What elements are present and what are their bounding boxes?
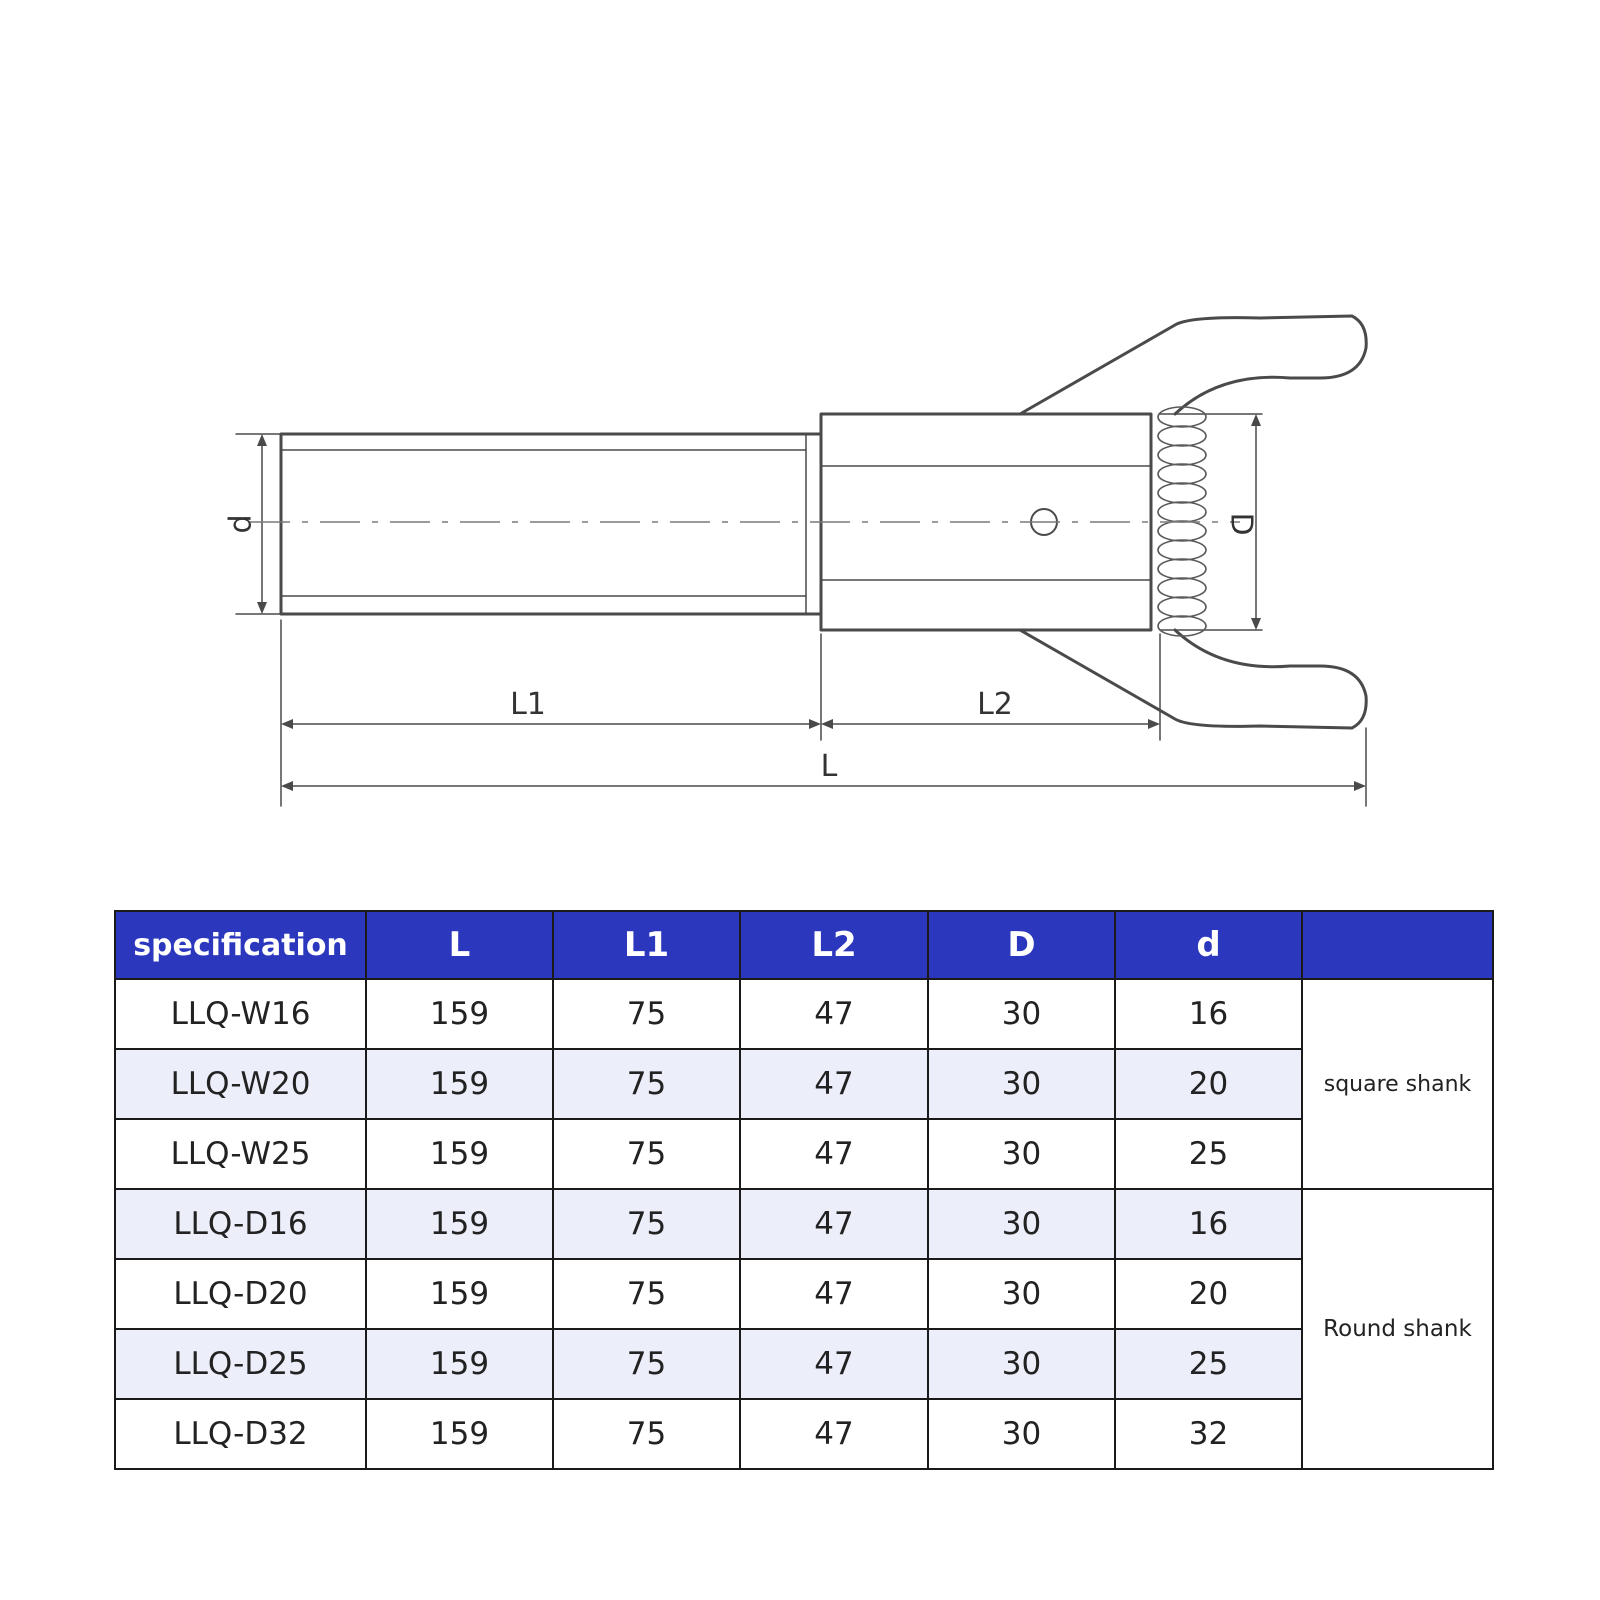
cell-d: 25	[1115, 1329, 1302, 1399]
table-row	[115, 979, 1493, 1049]
arrow-icon	[257, 602, 267, 614]
table-row	[115, 1119, 1493, 1189]
cell-specification: LLQ-D20	[115, 1259, 366, 1329]
cell-D: 30	[928, 1049, 1115, 1119]
cell-L: 159	[366, 1119, 553, 1189]
arrow-icon	[257, 434, 267, 446]
collet-ring	[1158, 540, 1206, 560]
specification-table	[114, 910, 1494, 1470]
collet-ring	[1158, 407, 1206, 427]
cell-D: 30	[928, 1189, 1115, 1259]
cell-specification: LLQ-W25	[115, 1119, 366, 1189]
cell-L2: 47	[740, 1259, 928, 1329]
cell-D: 30	[928, 1399, 1115, 1469]
header-d: d	[1115, 911, 1302, 979]
header-D: D	[928, 911, 1115, 979]
arrow-icon	[1251, 414, 1261, 426]
header-L1: L1	[553, 911, 740, 979]
header-shank-type	[1302, 911, 1493, 979]
table-row	[115, 1329, 1493, 1399]
cell-specification: LLQ-W16	[115, 979, 366, 1049]
arrow-icon	[281, 719, 293, 729]
collet-ring	[1158, 502, 1206, 522]
collet-ring	[1158, 521, 1206, 541]
wrench-upper-jaw	[1020, 316, 1366, 414]
arrow-icon	[281, 781, 293, 791]
arrow-icon	[821, 719, 833, 729]
collet-ring	[1158, 483, 1206, 503]
cell-D: 30	[928, 1329, 1115, 1399]
table-row	[115, 1049, 1493, 1119]
cell-d: 16	[1115, 979, 1302, 1049]
cell-L: 159	[366, 1049, 553, 1119]
dim-label-d: d	[223, 514, 259, 534]
cell-d: 20	[1115, 1259, 1302, 1329]
cell-d: 32	[1115, 1399, 1302, 1469]
collet-ring	[1158, 578, 1206, 598]
arrow-icon	[809, 719, 821, 729]
arrow-icon	[1251, 618, 1261, 630]
cell-L: 159	[366, 1259, 553, 1329]
collet-ring	[1158, 559, 1206, 579]
cell-L2: 47	[740, 979, 928, 1049]
table-header-row	[115, 911, 1493, 979]
cell-L1: 75	[553, 1189, 740, 1259]
dim-label-L: L	[820, 749, 838, 784]
cell-L1: 75	[553, 1119, 740, 1189]
cell-L1: 75	[553, 1329, 740, 1399]
cell-D: 30	[928, 1119, 1115, 1189]
cell-L: 159	[366, 1189, 553, 1259]
cell-d: 16	[1115, 1189, 1302, 1259]
dimension-arrows	[257, 414, 1366, 791]
cell-d: 25	[1115, 1119, 1302, 1189]
header-specification: specification	[115, 911, 366, 979]
cell-L1: 75	[553, 979, 740, 1049]
group-square-shank: square shank	[1302, 979, 1493, 1189]
shank-outline	[281, 434, 821, 614]
table-row	[115, 1259, 1493, 1329]
arrow-icon	[1148, 719, 1160, 729]
collet-ring	[1158, 445, 1206, 465]
cell-specification: LLQ-D16	[115, 1189, 366, 1259]
cell-L1: 75	[553, 1259, 740, 1329]
cell-specification: LLQ-D25	[115, 1329, 366, 1399]
dim-label-L1: L1	[510, 687, 546, 722]
cell-L: 159	[366, 1399, 553, 1469]
cell-D: 30	[928, 1259, 1115, 1329]
collet-ring	[1158, 426, 1206, 446]
table-row	[115, 1399, 1493, 1469]
header-L: L	[366, 911, 553, 979]
cell-L: 159	[366, 979, 553, 1049]
collet-ring	[1158, 464, 1206, 484]
collet-ring	[1158, 597, 1206, 617]
cell-L1: 75	[553, 1049, 740, 1119]
table-row	[115, 1189, 1493, 1259]
cell-L2: 47	[740, 1189, 928, 1259]
cell-L: 159	[366, 1329, 553, 1399]
group-round-shank: Round shank	[1302, 1189, 1493, 1469]
cell-L2: 47	[740, 1119, 928, 1189]
header-L2: L2	[740, 911, 928, 979]
dim-label-D: D	[1223, 512, 1259, 536]
cell-specification: LLQ-W20	[115, 1049, 366, 1119]
cell-L2: 47	[740, 1399, 928, 1469]
cell-specification: LLQ-D32	[115, 1399, 366, 1469]
arrow-icon	[1354, 781, 1366, 791]
cell-L1: 75	[553, 1399, 740, 1469]
cell-d: 20	[1115, 1049, 1302, 1119]
dim-label-L2: L2	[977, 687, 1013, 722]
collet-ring	[1158, 616, 1206, 636]
cell-L2: 47	[740, 1329, 928, 1399]
wrench-lower-jaw	[1020, 630, 1366, 728]
cell-L2: 47	[740, 1049, 928, 1119]
cell-D: 30	[928, 979, 1115, 1049]
